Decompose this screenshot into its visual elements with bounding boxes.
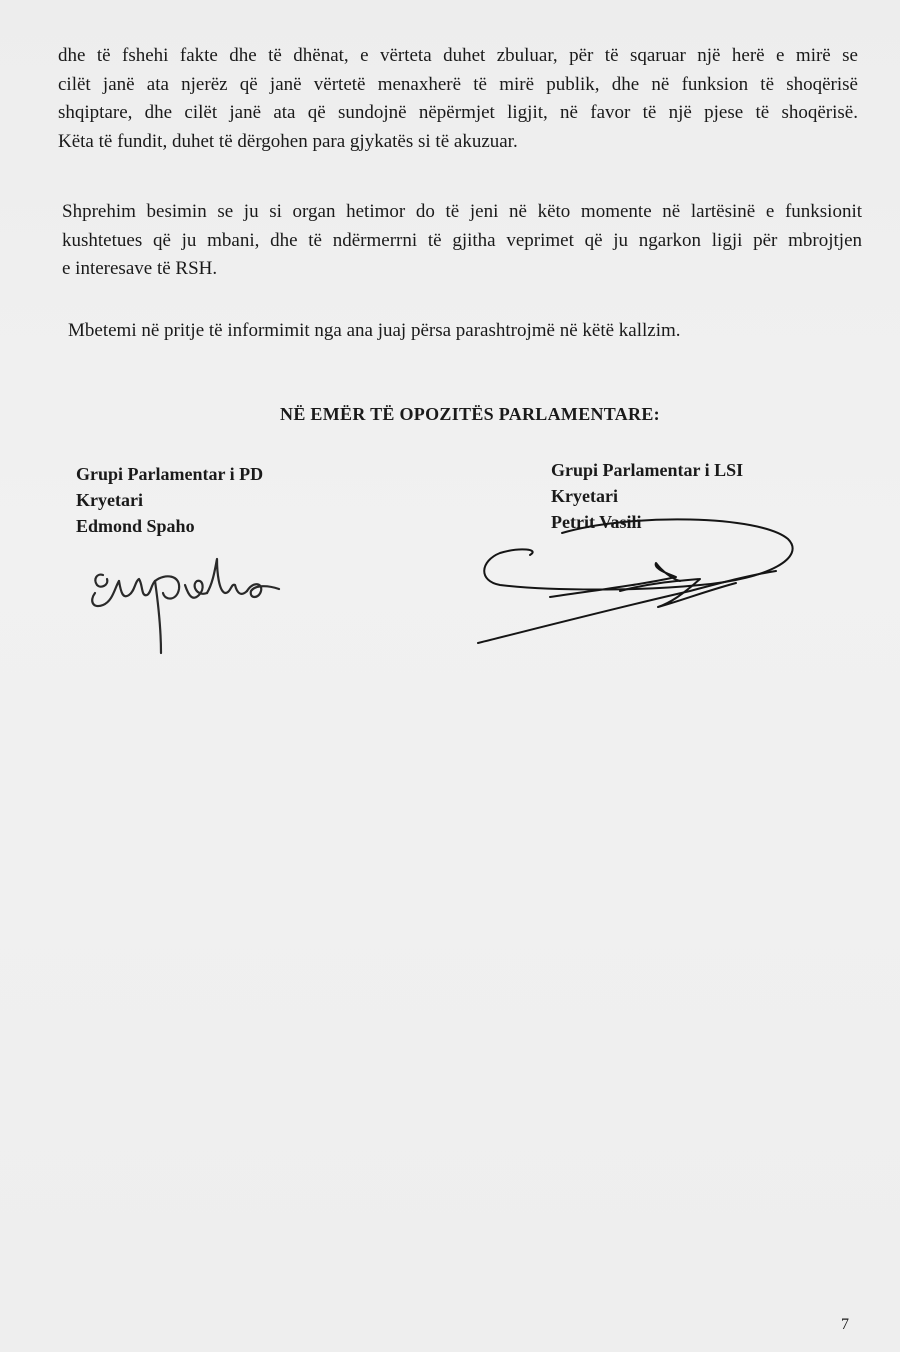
paragraph-line: Shprehim besimin se ju si organ hetimor do të jeni në këto momente në lartësinë e funksionit [62,201,862,222]
signatory-role: Kryetari [76,490,143,510]
paragraph-belief-statement [62,198,862,284]
page-number: 7 [841,1316,849,1333]
paragraph-line: cilët janë ata njerëz që janë vërtetë menaxherë të mirë publik, dhe në funksion të shoqërisë [58,73,858,95]
signatory-group: Grupi Parlamentar i LSI [551,460,744,480]
paragraph-line: dhe të fshehi fakte dhe të dhënat, e vërteta duhet zbuluar, për të sqaruar një herë e mirë se [58,45,858,66]
handwritten-signature-right [470,505,810,655]
signatory-name: Edmond Spaho [76,516,195,536]
signatory-group: Grupi Parlamentar i PD [76,464,264,484]
paragraph-awaiting-response [68,317,868,346]
signatory-block-pd [76,461,263,539]
paragraph-line: e interesave të RSH. [62,258,218,279]
signatory-role: Kryetari [551,486,618,506]
paragraph-closing-argument [58,42,858,156]
paragraph-line: kushtetues që ju mbani, dhe të ndërmerrni të gjitha veprimet që ju ngarkon ligji për mbrojtjen [62,229,862,251]
handwritten-signature-left [85,545,295,665]
signature-heading: NË EMËR TË OPOZITËS PARLAMENTARE: [280,404,660,424]
paragraph-line: Mbetemi në pritje të informimit nga ana juaj përsa parashtrojmë në këtë kallzim. [68,320,681,341]
paragraph-line: Këta të fundit, duhet të dërgohen para gjykatës si të akuzuar. [58,130,518,152]
signatory-name: Petrit Vasili [551,512,642,532]
paragraph-line: shqiptare, dhe cilët janë ata që sundojnë nëpërmjet ligjit, në favor të një pjese të shoqërisë. [58,102,858,123]
